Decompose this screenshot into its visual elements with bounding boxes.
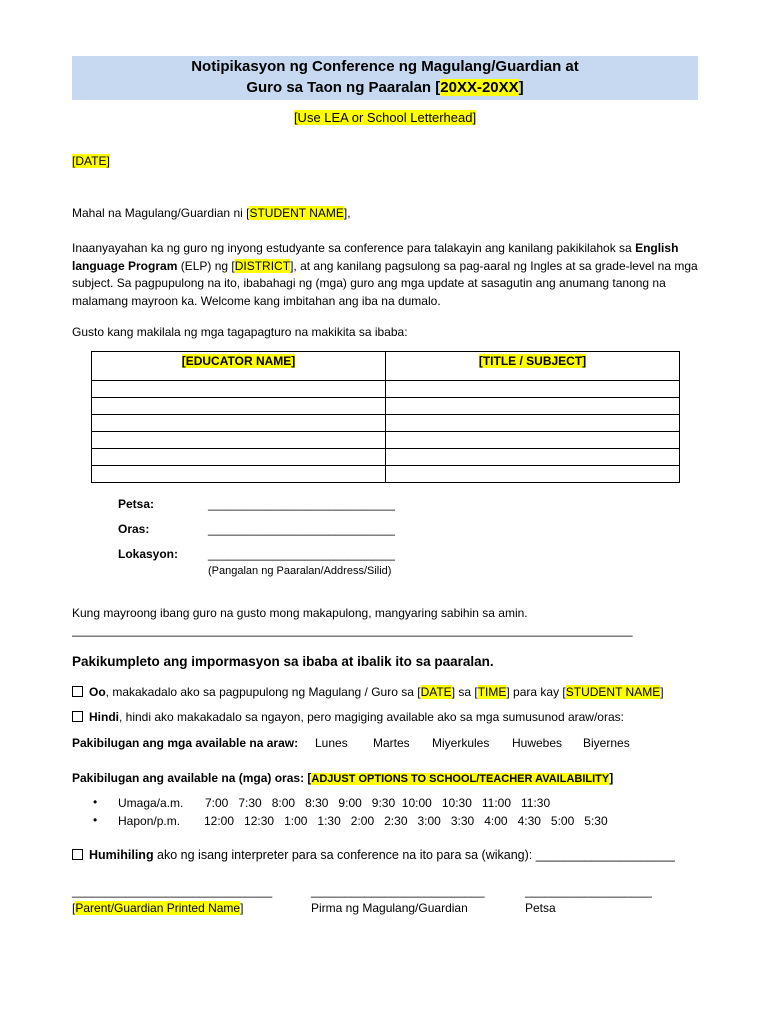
printed-name-suffix: ] (240, 901, 244, 915)
intro-part-1: Inaanyayahan ka ng guro ng inyong estudyante sa conference para talakayin ang kanilang pakikilahok sa (72, 241, 636, 255)
bullet-am: • (93, 795, 98, 809)
bullet-pm: • (93, 813, 98, 827)
greeting-suffix: ], (343, 206, 351, 220)
day-option[interactable]: Martes (373, 736, 410, 750)
printed-name-field[interactable]: ______________________________ (72, 884, 273, 898)
printed-name-placeholder: Parent/Guardian Printed Name (75, 901, 241, 915)
printed-name-prefix: [ (72, 901, 76, 915)
letterhead-note (0, 110, 770, 125)
printed-name-caption (72, 901, 243, 915)
table-row[interactable] (92, 415, 680, 432)
title-line-2-suffix: ] (518, 79, 524, 96)
yes-checkbox[interactable] (72, 686, 83, 697)
title-subject-header (386, 352, 680, 381)
meeting-location-field[interactable]: ____________________________ (208, 547, 395, 561)
yes-text-1: , makakadalo ako sa pagpupulong ng Magulang / Guro sa [ (105, 685, 421, 699)
district-placeholder: DISTRICT (234, 258, 291, 273)
table-cell[interactable] (92, 449, 386, 466)
days-label: Pakibilugan ang mga available na araw: (72, 736, 299, 750)
day-option[interactable]: Lunes (315, 736, 348, 750)
document-title (72, 56, 698, 100)
educator-name-placeholder: [EDUCATOR NAME] (181, 354, 296, 368)
interpreter-checkbox[interactable] (72, 849, 83, 860)
table-row[interactable] (92, 398, 680, 415)
table-cell[interactable] (386, 466, 680, 483)
educator-table (91, 351, 680, 483)
other-teacher-text: Kung mayroong ibang guro na gusto mong makapulong, mangyaring sabihin sa amin. (72, 606, 528, 620)
table-cell[interactable] (92, 432, 386, 449)
table-cell[interactable] (386, 415, 680, 432)
intro-part-2: (ELP) ng [ (177, 258, 235, 273)
complete-heading: Pakikumpleto ang impormasyon sa ibaba at ibalik ito sa paaralan. (72, 654, 494, 669)
hours-label: Pakibilugan ang available na (mga) oras: [ (72, 771, 312, 785)
title-subject-placeholder: [TITLE / SUBJECT] (478, 354, 587, 368)
table-row[interactable] (92, 466, 680, 483)
table-cell[interactable] (92, 466, 386, 483)
date-placeholder: [DATE] (72, 154, 110, 168)
table-row[interactable] (92, 449, 680, 466)
hours-label-end: ] (609, 771, 614, 785)
title-line-2-prefix: Guro sa Taon ng Paaralan [ (246, 79, 441, 96)
date-line (72, 153, 700, 171)
am-label: Umaga/a.m. (118, 796, 184, 810)
meeting-date-label: Petsa: (118, 497, 155, 511)
yes-student-placeholder: STUDENT NAME (565, 685, 661, 699)
day-option[interactable]: Biyernes (583, 736, 630, 750)
table-cell[interactable] (386, 432, 680, 449)
interpreter-label: Humihiling (89, 848, 154, 862)
other-teacher-field[interactable]: ____________________________________________________________________________________ (72, 623, 633, 637)
yes-option[interactable] (72, 685, 664, 699)
educator-name-header (92, 352, 386, 381)
signature-caption: Pirma ng Magulang/Guardian (311, 901, 468, 915)
language-field[interactable]: ____________________ (535, 848, 675, 862)
no-checkbox[interactable] (72, 711, 83, 722)
yes-label: Oo (89, 685, 106, 699)
no-text: , hindi ako makakadalo sa ngayon, pero magiging available ako sa mga sumusunod araw/oras: (119, 710, 624, 724)
day-option[interactable]: Miyerkules (432, 736, 490, 750)
table-cell[interactable] (386, 449, 680, 466)
day-option[interactable]: Huwebes (512, 736, 563, 750)
availability-note: ADJUST OPTIONS TO SCHOOL/TEACHER AVAILABILITY (311, 773, 610, 785)
table-cell[interactable] (92, 381, 386, 398)
title-line-1: Notipikasyon ng Conference ng Magulang/Guardian at (191, 58, 579, 75)
meeting-time-label: Oras: (118, 522, 150, 536)
table-row[interactable] (92, 381, 680, 398)
intro-part-3: ], at ang kanilang pagsulong sa pag-aaral ng Ingles at sa grade-level na mga subject. Sa pagpupulong na ito, ibabahagi ng (mga) guro ang mga update at sasagutin ang anumang tanong na malamang mayroon ka. Welcome kang imbitahan ang iba na dumalo. (72, 258, 698, 308)
intro-paragraph (72, 240, 700, 310)
school-year-placeholder: 20XX-20XX (440, 79, 519, 96)
table-cell[interactable] (386, 398, 680, 415)
educators-intro: Gusto kang makilala ng mga tagapagturo na makikita sa ibaba: (72, 325, 408, 339)
table-header-row (92, 352, 680, 381)
table-cell[interactable] (386, 381, 680, 398)
pm-label: Hapon/p.m. (118, 814, 181, 828)
meeting-time-field[interactable]: ____________________________ (208, 522, 395, 536)
greeting (72, 205, 700, 223)
yes-time-placeholder: TIME (477, 685, 507, 699)
signature-date-field[interactable]: ___________________ (525, 884, 652, 898)
student-name-placeholder: STUDENT NAME (249, 206, 344, 220)
table-row[interactable] (92, 432, 680, 449)
title-line-2 (72, 77, 698, 98)
signature-date-caption: Petsa (525, 901, 556, 915)
yes-date-placeholder: DATE (420, 685, 452, 699)
interpreter-text: ako ng isang interpreter para sa conference na ito para sa (wikang): (153, 848, 536, 862)
yes-text-3: ] para kay [ (506, 685, 566, 699)
table-cell[interactable] (92, 398, 386, 415)
greeting-prefix: Mahal na Magulang/Guardian ni [ (72, 206, 250, 220)
letterhead-placeholder: [Use LEA or School Letterhead] (293, 110, 477, 125)
signature-field[interactable]: __________________________ (311, 884, 485, 898)
table-cell[interactable] (92, 415, 386, 432)
program-name: English language Program (72, 241, 679, 273)
no-label: Hindi (89, 710, 119, 724)
location-hint: (Pangalan ng Paaralan/Address/Silid) (208, 565, 392, 577)
yes-text-4: ] (660, 685, 664, 699)
interpreter-option[interactable] (72, 848, 675, 862)
yes-text-2: ] sa [ (451, 685, 478, 699)
meeting-date-field[interactable]: ____________________________ (208, 497, 395, 511)
no-option[interactable] (72, 710, 624, 724)
meeting-location-label: Lokasyon: (118, 547, 179, 561)
hours-label-row (72, 771, 613, 785)
am-times[interactable]: 7:00 7:30 8:00 8:30 9:00 9:30 10:00 10:30 11:00 11:30 (205, 796, 551, 810)
pm-times[interactable]: 12:00 12:30 1:00 1:30 2:00 2:30 3:00 3:30 4:00 4:30 5:00 5:30 (204, 814, 608, 828)
